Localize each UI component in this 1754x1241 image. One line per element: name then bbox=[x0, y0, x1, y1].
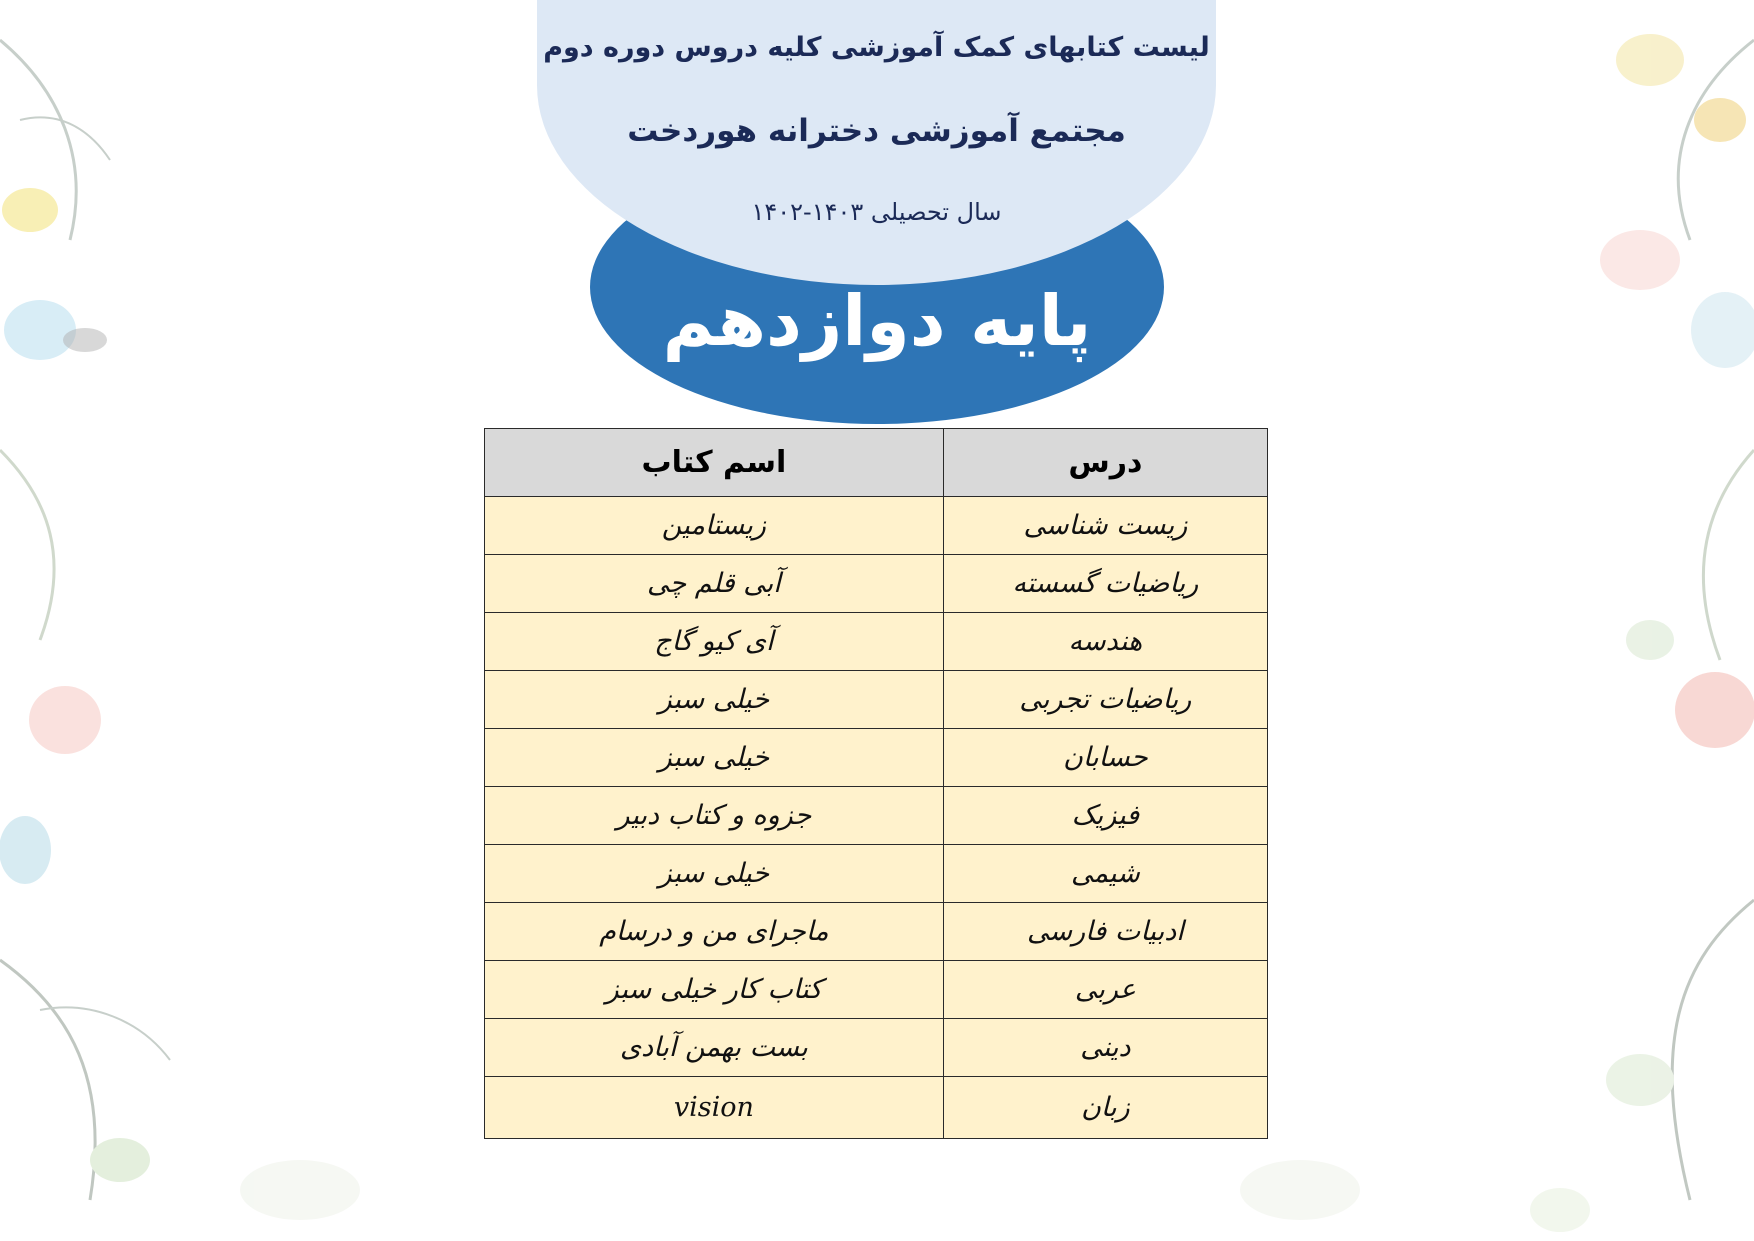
table-row bbox=[485, 787, 1268, 845]
book-cell: خیلی سبز bbox=[485, 671, 944, 729]
table-row bbox=[485, 671, 1268, 729]
grade-title: پایه دوازدهم bbox=[662, 280, 1092, 362]
subject-cell: فیزیک bbox=[943, 787, 1267, 845]
subject-cell: ادبیات فارسی bbox=[943, 903, 1267, 961]
subject-cell: زبان bbox=[943, 1077, 1267, 1139]
table-row bbox=[485, 555, 1268, 613]
subject-cell: زیست شناسی bbox=[943, 497, 1267, 555]
academic-year: سال تحصیلی ۱۴۰۳-۱۴۰۲ bbox=[751, 198, 1002, 226]
table-row bbox=[485, 613, 1268, 671]
table-row bbox=[485, 961, 1268, 1019]
book-cell: vision bbox=[485, 1077, 944, 1139]
table-row bbox=[485, 497, 1268, 555]
book-cell: خیلی سبز bbox=[485, 729, 944, 787]
table-row bbox=[485, 845, 1268, 903]
book-list-table bbox=[484, 428, 1268, 1139]
book-cell: کتاب کار خیلی سبز bbox=[485, 961, 944, 1019]
list-title: لیست کتابهای کمک آموزشی کلیه دروس دوره دوم bbox=[543, 32, 1210, 63]
table-row bbox=[485, 1077, 1268, 1139]
book-cell: زیستامین bbox=[485, 497, 944, 555]
book-cell: آبی قلم چی bbox=[485, 555, 944, 613]
table-row bbox=[485, 1019, 1268, 1077]
book-column-header: اسم کتاب bbox=[485, 429, 944, 497]
subject-cell: هندسه bbox=[943, 613, 1267, 671]
subject-cell: دینی bbox=[943, 1019, 1267, 1077]
subject-cell: شیمی bbox=[943, 845, 1267, 903]
table-row bbox=[485, 903, 1268, 961]
subject-cell: عربی bbox=[943, 961, 1267, 1019]
subject-cell: ریاضیات گسسته bbox=[943, 555, 1267, 613]
book-cell: خیلی سبز bbox=[485, 845, 944, 903]
book-cell: بست بهمن آبادی bbox=[485, 1019, 944, 1077]
book-cell: آی کیو گاج bbox=[485, 613, 944, 671]
school-name: مجتمع آموزشی دخترانه هوردخت bbox=[627, 113, 1126, 149]
table-header-row bbox=[485, 429, 1268, 497]
subject-cell: حسابان bbox=[943, 729, 1267, 787]
subject-column-header: درس bbox=[943, 429, 1267, 497]
book-cell: جزوه و کتاب دبیر bbox=[485, 787, 944, 845]
book-cell: ماجرای من و درسام bbox=[485, 903, 944, 961]
subject-cell: ریاضیات تجربی bbox=[943, 671, 1267, 729]
table-row bbox=[485, 729, 1268, 787]
